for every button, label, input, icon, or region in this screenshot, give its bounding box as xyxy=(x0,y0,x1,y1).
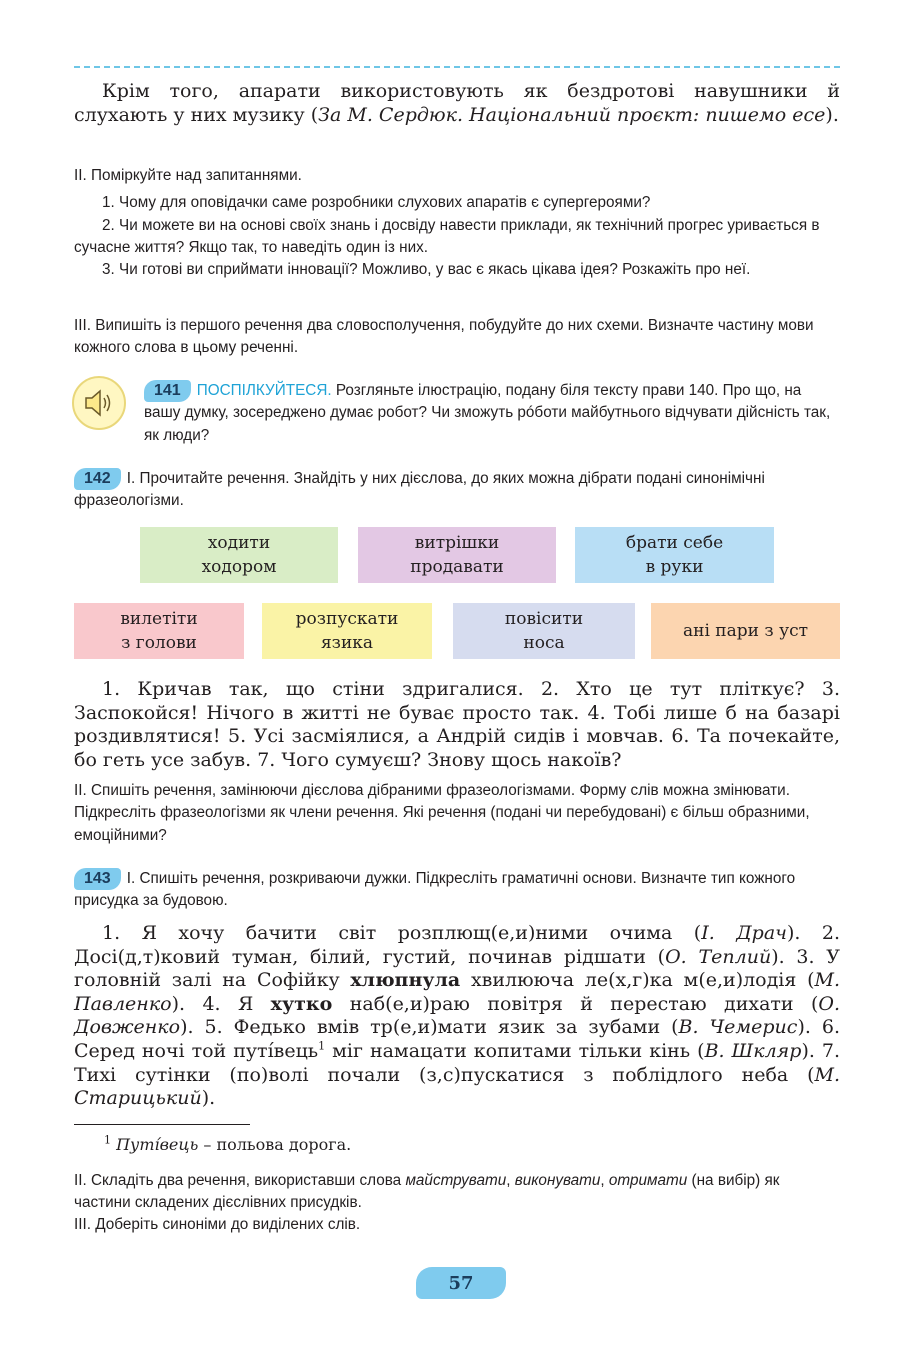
task143-instruction: І. Спишіть речення, розкриваючи дужки. Підкресліть граматичні основи. Визначте тип кожного присудка за будовою. xyxy=(74,870,796,910)
phrase-box xyxy=(651,603,840,659)
author: М. Павленко xyxy=(74,969,840,1015)
task141-number: 141 xyxy=(144,380,191,402)
part2-text: ІІ. Складіть два речення, використавши слова xyxy=(74,1172,406,1189)
phrase-line: язика xyxy=(320,633,374,653)
speaker-icon xyxy=(72,376,126,430)
task143-number: 143 xyxy=(74,868,121,890)
author: В. Шкляр xyxy=(704,1039,802,1062)
phrase-line: продавати xyxy=(410,557,504,577)
part2-text: (на вибір) як частини складених дієслівних присудків. xyxy=(74,1172,780,1212)
phrase-box xyxy=(262,603,432,659)
phrase-line: ходити xyxy=(207,533,271,553)
task142-part2: ІІ. Спишіть речення, замінюючи дієслова дібраними фразеологізмами. Форму слів можна змінювати. Підкресліть фразеологізми як члени речення. Які речення (подані чи перебудовані) є більш образними, емоційними? xyxy=(74,782,810,844)
phrase-box xyxy=(453,603,635,659)
task141 xyxy=(144,380,840,447)
phrase-box xyxy=(575,527,774,583)
task142-instruction-block xyxy=(74,468,840,513)
comma: , xyxy=(506,1172,515,1189)
word: отримати xyxy=(608,1172,688,1189)
intro-paragraph xyxy=(74,80,840,127)
sentence-text: 1. Я хочу бачити світ розплющ(е,и)ними очима ( xyxy=(102,922,702,944)
author: О. Довженко xyxy=(74,992,841,1039)
sentence-text: ). 7. Тихі сутінки (по)волі почали (з,с)пускатися з поблідлого неба ( xyxy=(74,1039,841,1086)
footnote-text: – польова дорога. xyxy=(198,1135,352,1154)
task143-instruction-block xyxy=(74,868,840,913)
phrase-line: вилетіти xyxy=(120,609,198,629)
top-dashed-divider xyxy=(74,66,840,68)
phrase-line: витрішки xyxy=(414,533,500,553)
task140-question-2: 2. Чи можете ви на основі своїх знань і досвіду навести приклади, як технічний прогрес уривається в сучасне життя? Якщо так, то наведіть один із них. xyxy=(74,217,820,257)
word: майструвати xyxy=(405,1172,507,1189)
footnote xyxy=(104,1134,870,1156)
footnote-marker: 1 xyxy=(318,1039,326,1053)
phrase-box xyxy=(140,527,338,583)
task140-part2-title: ІІ. Поміркуйте над запитаннями. xyxy=(74,167,302,184)
task140-question-3: 3. Чи готові ви сприймати інновації? Можливо, у вас є якась цікава ідея? Розкажіть про неї. xyxy=(102,261,751,278)
word: виконувати xyxy=(514,1172,601,1189)
comma: , xyxy=(600,1172,609,1189)
page-number: 57 xyxy=(416,1267,506,1299)
task142-instruction: І. Прочитайте речення. Знайдіть у них дієслова, до яких можна дібрати подані синонімічні фразеологізми. xyxy=(74,470,765,510)
task141-text: Розгляньте ілюстрацію, подану біля тексту прави 140. Про що, на вашу думку, зосереджено думає робот? Чи зможуть рóботи майбутнього відчувати дійсність так, як люди? xyxy=(144,382,831,444)
task143-part3: ІІІ. Доберіть синоніми до виділених слів. xyxy=(74,1216,361,1233)
sentence-text: хвилююча ле(х,г)ка м(е,и)лодія ( xyxy=(460,969,815,992)
footnote-number: 1 xyxy=(104,1133,111,1147)
phrase-line: ходором xyxy=(201,557,277,577)
highlighted-word: хутко xyxy=(270,992,333,1015)
author: І. Драч xyxy=(701,922,787,944)
phrase-box xyxy=(358,527,556,583)
sentence-text: наб(е,и)раю повітря й перестаю дихати ( xyxy=(332,992,819,1015)
sentence-text: ). xyxy=(201,1087,216,1110)
task143-sentences xyxy=(74,922,840,1111)
task143-part2 xyxy=(74,1170,840,1215)
task141-heading: ПОСПІЛКУЙТЕСЯ. xyxy=(196,382,332,399)
author: В. Чемерис xyxy=(678,1016,798,1039)
phrase-line: носа xyxy=(523,633,565,653)
task140-question-1: 1. Чому для оповідачки саме розробники слухових апаратів є супергероями? xyxy=(102,194,651,211)
intro-text: Крім того, апарати використовують як бездротові навушники й слухають у них музику ( xyxy=(74,80,840,126)
intro-end: ). xyxy=(825,103,839,126)
phrase-line: повісити xyxy=(504,609,584,629)
sentence-text: ). 3. У головній залі на Софійку xyxy=(74,945,840,992)
phrase-line: в руки xyxy=(645,557,704,577)
task142-number: 142 xyxy=(74,468,121,490)
phrase-line: ані пари з уст xyxy=(683,621,808,641)
author: М. Старицький xyxy=(74,1063,840,1110)
sentence-text: міг намацати копитами тільки кінь ( xyxy=(325,1039,705,1062)
sentence-text: ). 6. Серед ночі той путíвець xyxy=(74,1016,840,1062)
sentence-text: ). 5. Федько вмів тр(е,и)мати язик за зубами ( xyxy=(180,1016,679,1039)
author: О. Теплий xyxy=(665,945,772,968)
highlighted-word: хлюпнула xyxy=(350,969,461,992)
phrase-line: брати себе xyxy=(625,533,724,553)
phrase-box xyxy=(74,603,244,659)
phrase-line: з голови xyxy=(121,633,197,653)
sentence-text: ). 2. Досі(д,т)ковий туман, білий, густий, починав рідшати ( xyxy=(74,922,840,968)
intro-source: За М. Сердюк. Національний проєкт: пишемо есе xyxy=(318,103,826,126)
phrase-line: розпускати xyxy=(295,609,399,629)
task140-part3: ІІІ. Випишіть із першого речення два словосполучення, побудуйте до них схеми. Визначте частину мови кожного слова в цьому реченні. xyxy=(74,317,814,357)
task142-sentences: 1. Кричав так, що стіни здригалися. 2. Хто це тут пліткує? 3. Заспокойся! Нічого в житті не буває просто так. 4. Тобі лише б на базарі роздивлятися! 5. Усі засміялися, а Андрій сидів і мовчав. 6. Та почекайте, бо геть усе забув. 7. Чого сумуєш? Знову щось накоїв? xyxy=(74,678,840,771)
footnote-divider xyxy=(74,1124,250,1125)
sentence-text: ). 4. Я xyxy=(171,992,271,1015)
footnote-word: Путíвець xyxy=(116,1135,199,1154)
